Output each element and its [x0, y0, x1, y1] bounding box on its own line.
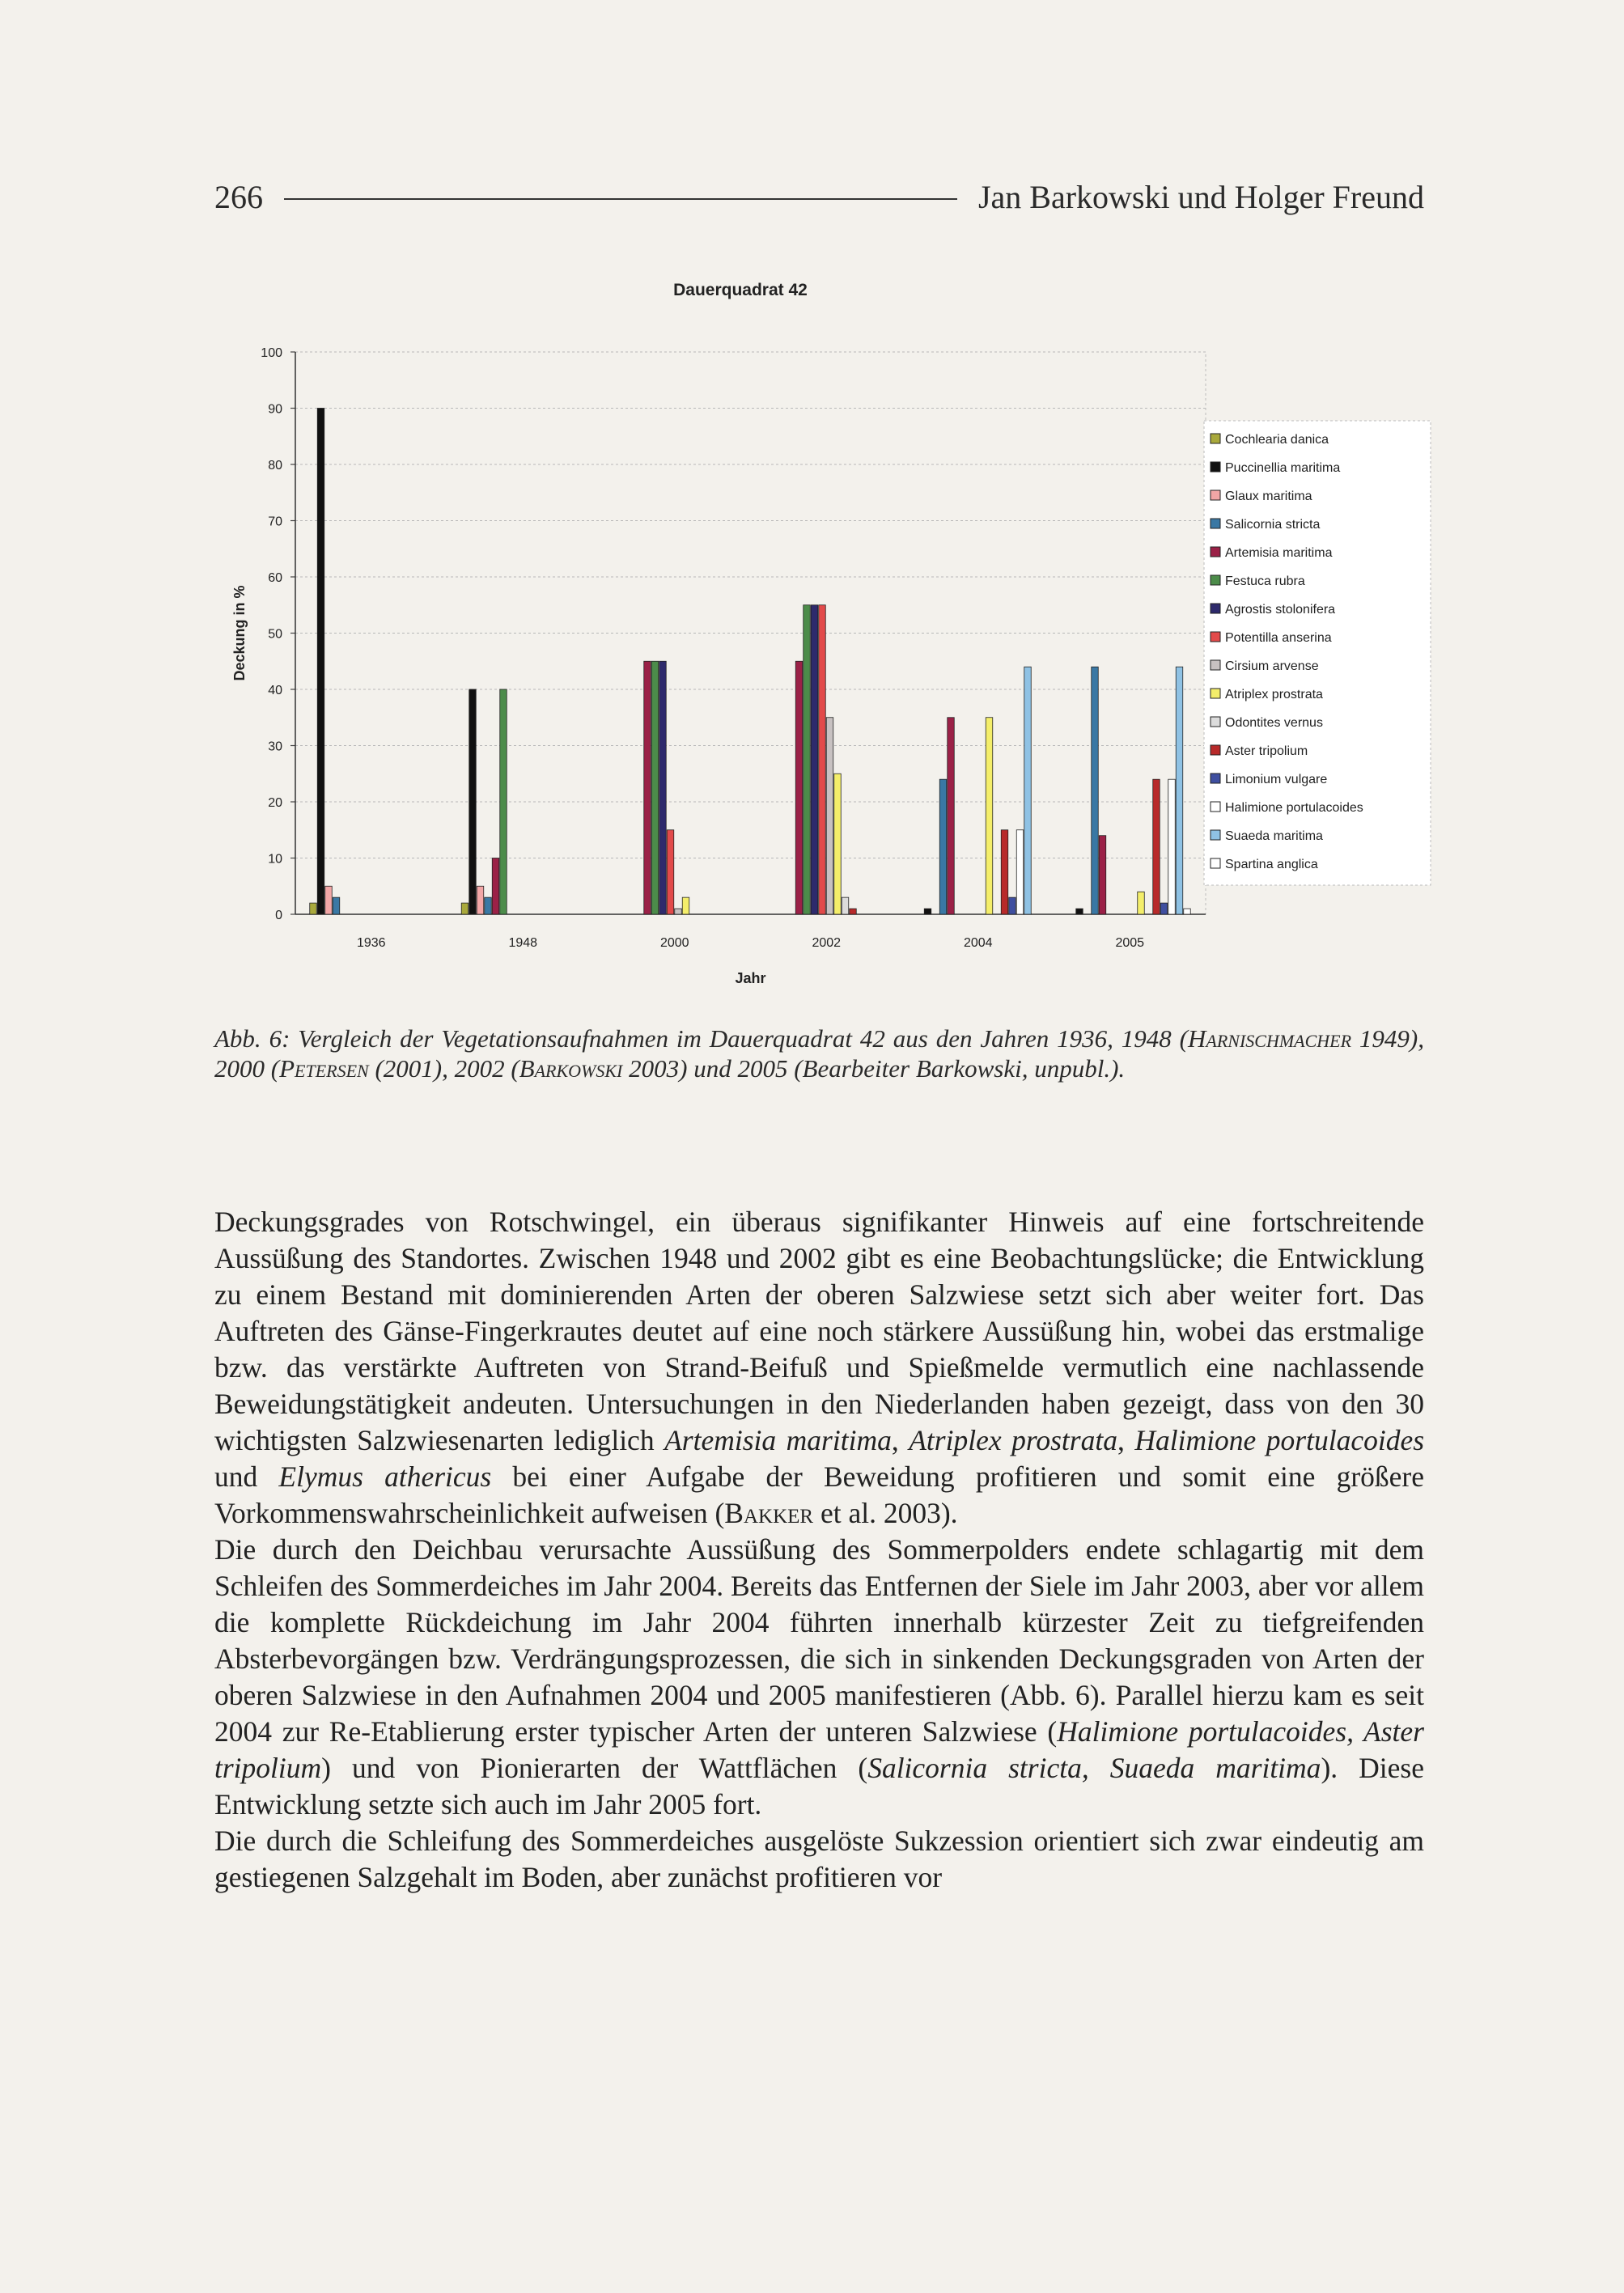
legend-label: Potentilla anserina	[1225, 631, 1332, 645]
bar	[500, 689, 507, 914]
bar	[1153, 779, 1160, 914]
bar	[819, 605, 826, 914]
species-name: Halimione portulacoides, Aster tripolium	[214, 1715, 1424, 1784]
legend-swatch	[1211, 632, 1220, 642]
y-tick-label: 70	[268, 515, 282, 529]
bar	[667, 830, 674, 914]
bar	[644, 661, 651, 914]
species-name: Halimione portulacoides	[1134, 1424, 1425, 1456]
x-tick-label: 1948	[508, 936, 538, 950]
bar	[659, 661, 667, 914]
bar	[948, 718, 955, 914]
text-run: Die durch den Deichbau verursachte Aussüßung des Sommerpolders endete schlagartig mit dem Schleifen des Sommerdeiches im Jahr 2004. Bereits das Entfernen der Siele im Jahr 2003, aber vor allem die komplette Rückdeichung im Jahr 2004 führten innerhalb kürzester Zeit zu tiefgreifenden Absterbevorgängen bzw. Verdrängungsprozessen, die sich in sinkenden Deckungsgraden von Arten der oberen Salzwiese in den Aufnahmen 2004 und 2005 manifestieren (Abb. 6). Parallel hierzu kam es seit 2004 zur Re-Etablierung erster typischer Arten der unteren Salzwiese (	[214, 1533, 1424, 1748]
text-run: ) und von Pionierarten der Wattflächen (	[321, 1752, 868, 1784]
bar	[477, 886, 484, 914]
legend-swatch	[1211, 745, 1220, 755]
legend-swatch	[1211, 774, 1220, 783]
y-tick-label: 50	[268, 627, 282, 642]
legend-swatch	[1211, 575, 1220, 585]
bar	[1138, 892, 1145, 914]
legend-swatch	[1211, 490, 1220, 500]
bar	[1168, 779, 1176, 914]
body-text	[214, 1204, 1424, 1896]
y-tick-label: 40	[268, 684, 282, 697]
legend-swatch	[1211, 604, 1220, 613]
bar	[492, 858, 499, 915]
y-axis-label: Deckung in %	[231, 585, 248, 681]
legend-swatch	[1211, 717, 1220, 727]
bar	[826, 718, 833, 914]
y-tick-label: 90	[268, 402, 282, 417]
bar	[1160, 903, 1168, 914]
text-run: ). Diese Entwicklung setzte sich auch im Jahr 2005 fort.	[214, 1752, 1424, 1820]
y-tick-label: 80	[268, 459, 282, 473]
legend-label: Aster tripolium	[1225, 744, 1308, 758]
y-tick-label: 0	[275, 909, 282, 922]
legend-label: Suaeda maritima	[1225, 829, 1323, 843]
legend-swatch	[1211, 802, 1220, 812]
bar	[795, 661, 803, 914]
legend-label: Cirsium arvense	[1225, 659, 1319, 673]
x-tick-label: 2002	[812, 936, 842, 950]
y-tick-label: 100	[261, 346, 282, 360]
y-tick-label: 20	[268, 796, 282, 810]
caption-author: Harnischmacher	[1188, 1024, 1352, 1053]
legend-label: Salicornia stricta	[1225, 518, 1321, 532]
bar	[1092, 667, 1099, 914]
text-run: und	[214, 1460, 279, 1493]
caption-author: Barkowski	[519, 1054, 623, 1083]
legend-swatch	[1211, 462, 1220, 472]
figure-caption	[214, 1024, 1424, 1083]
legend-label: Halimione portulacoides	[1225, 801, 1363, 815]
bar	[924, 909, 931, 914]
species-name: Atriplex prostrata	[909, 1424, 1117, 1456]
legend-label: Glaux maritima	[1225, 490, 1312, 503]
citation-author: Bakker	[724, 1497, 814, 1529]
bar	[1184, 909, 1191, 914]
bar	[834, 774, 842, 914]
bar	[485, 897, 492, 914]
bar	[1176, 667, 1183, 914]
bar	[1009, 897, 1016, 914]
bar	[1076, 909, 1083, 914]
legend-label: Artemisia maritima	[1225, 546, 1333, 560]
caption-author: Petersen	[279, 1054, 369, 1083]
bar	[682, 897, 689, 914]
paragraph	[214, 1532, 1424, 1823]
paragraph: Die durch die Schleifung des Sommerdeiches ausgelöste Sukzession orientiert sich zwar eindeutig am gestiegenen Salzgehalt im Boden, aber zunächst profitieren vor	[214, 1825, 1424, 1893]
legend-label: Festuca rubra	[1225, 574, 1305, 588]
text-run: et al. 2003).	[813, 1497, 958, 1529]
bar	[317, 409, 324, 915]
bar	[469, 689, 477, 914]
bar	[333, 897, 340, 914]
bar	[461, 903, 469, 914]
text-run: ,	[891, 1424, 910, 1456]
legend-swatch	[1211, 830, 1220, 840]
species-name: Artemisia maritima	[664, 1424, 892, 1456]
legend-label: Spartina anglica	[1225, 858, 1318, 871]
legend-label: Puccinellia maritima	[1225, 461, 1341, 475]
legend-swatch	[1211, 434, 1220, 443]
chart-title: Dauerquadrat 42	[673, 281, 808, 299]
running-head: Jan Barkowski und Holger Freund	[977, 178, 1424, 215]
x-tick-label: 2004	[963, 936, 993, 950]
page-header	[214, 176, 1424, 217]
bar	[675, 909, 682, 914]
legend-label: Cochlearia danica	[1225, 433, 1329, 447]
species-name: Salicornia stricta, Suaeda maritima	[867, 1752, 1321, 1784]
text-run: bei einer Aufgabe der Beweidung profitieren und somit eine größere Vorkommenswahrscheinlichkeit aufweisen (	[214, 1460, 1424, 1529]
bar	[651, 661, 659, 914]
legend-label: Agrostis stolonifera	[1225, 603, 1336, 617]
y-tick-label: 10	[268, 852, 282, 867]
y-tick-label: 60	[268, 571, 282, 585]
header-rule	[284, 198, 957, 200]
paragraph	[214, 1204, 1424, 1532]
bar	[1001, 830, 1008, 914]
bar-chart	[218, 271, 1432, 1015]
caption-text: Abb. 6: Vergleich der Vegetationsaufnahmen im Dauerquadrat 42 aus den Jahren 1936, 1948 (	[214, 1024, 1189, 1053]
legend-label: Atriplex prostrata	[1225, 688, 1323, 701]
species-name: Elymus athericus	[278, 1460, 492, 1493]
x-axis-label: Jahr	[735, 970, 766, 986]
bar	[1099, 836, 1106, 914]
legend-swatch	[1211, 689, 1220, 698]
bar	[842, 897, 849, 914]
bar	[811, 605, 818, 914]
legend-swatch	[1211, 660, 1220, 670]
legend-label: Odontites vernus	[1225, 716, 1323, 730]
caption-text: 2003) und 2005 (Bearbeiter Barkowski, unpubl.).	[622, 1054, 1126, 1083]
page-number: 266	[214, 178, 263, 215]
x-tick-label: 1936	[356, 936, 386, 950]
bar	[325, 886, 333, 914]
caption-text: (2001), 2002 (	[368, 1054, 519, 1083]
legend-swatch	[1211, 519, 1220, 528]
y-tick-label: 30	[268, 740, 282, 754]
legend-swatch	[1211, 858, 1220, 868]
bar	[939, 779, 947, 914]
bar	[850, 909, 857, 914]
x-tick-label: 2005	[1115, 936, 1145, 950]
bar	[310, 903, 317, 914]
text-run: ,	[1117, 1424, 1135, 1456]
bar	[986, 718, 993, 914]
caption-text: 1949), 2000 (	[214, 1024, 1425, 1083]
legend-swatch	[1211, 547, 1220, 557]
bar	[1024, 667, 1032, 914]
legend-label: Limonium vulgare	[1225, 773, 1328, 786]
x-tick-label: 2000	[659, 936, 689, 950]
bar	[804, 605, 811, 914]
text-run: Deckungsgrades von Rotschwingel, ein überaus signifikanter Hinweis auf eine fortschreitende Aussüßung des Standortes. Zwischen 1948 und 2002 gibt es eine Beobachtungslücke; die Entwicklung zu einem Bestand mit dominierenden Arten der oberen Salzwiese setzt sich aber weiter fort. Das Auftreten des Gänse-Fingerkrautes deutet auf eine noch stärkere Aussüßung hin, wobei das erstmalige bzw. das verstärkte Auftreten von Strand-Beifuß und Spießmelde vermutlich eine nachlassende Beweidungstätigkeit andeuten. Untersuchungen in den Niederlanden haben gezeigt, dass von den 30 wichtigsten Salzwiesenarten lediglich	[214, 1206, 1424, 1456]
bar	[1016, 830, 1024, 914]
